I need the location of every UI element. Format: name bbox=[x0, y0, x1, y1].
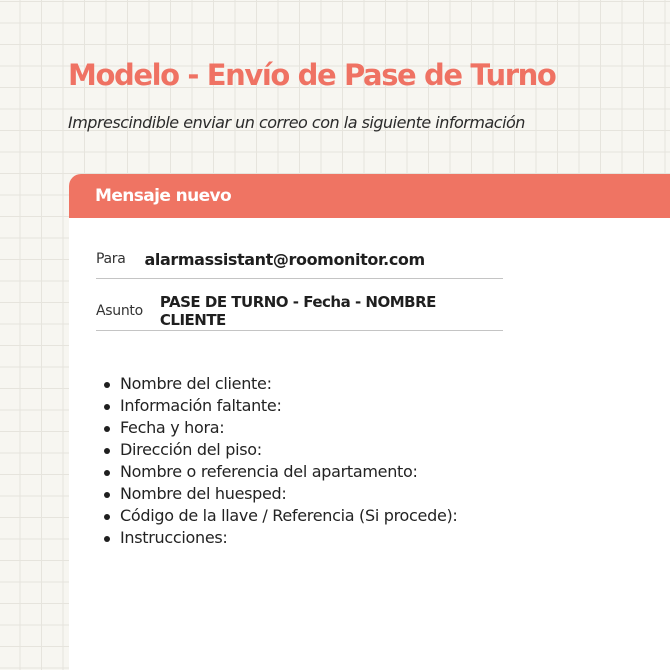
list-item bbox=[120, 461, 458, 483]
message-window-header bbox=[69, 174, 670, 218]
page-subtitle: Imprescindible enviar un correo con la siguiente información bbox=[68, 113, 525, 132]
new-message-window bbox=[69, 174, 670, 670]
list-item-text: Nombre o referencia del apartamento: bbox=[120, 462, 418, 481]
list-item-text: Fecha y hora: bbox=[120, 418, 225, 437]
message-window-title: Mensaje nuevo bbox=[95, 186, 232, 206]
bullet-icon bbox=[104, 382, 110, 388]
subject-field[interactable] bbox=[96, 292, 503, 331]
list-item bbox=[120, 395, 458, 417]
bullet-icon bbox=[104, 514, 110, 520]
list-item-text: Nombre del cliente: bbox=[120, 374, 272, 393]
bullet-icon bbox=[104, 426, 110, 432]
page-title: Modelo - Envío de Pase de Turno bbox=[68, 58, 556, 92]
list-item bbox=[120, 483, 458, 505]
list-item-text: Dirección del piso: bbox=[120, 440, 262, 459]
to-field[interactable] bbox=[96, 240, 503, 279]
bullet-icon bbox=[104, 492, 110, 498]
list-item bbox=[120, 439, 458, 461]
list-item bbox=[120, 373, 458, 395]
bullet-icon bbox=[104, 536, 110, 542]
to-label: Para bbox=[96, 251, 126, 267]
list-item-text: Información faltante: bbox=[120, 396, 282, 415]
bullet-icon bbox=[104, 470, 110, 476]
list-item-text: Instrucciones: bbox=[120, 528, 228, 547]
list-item bbox=[120, 417, 458, 439]
bullet-icon bbox=[104, 404, 110, 410]
list-item bbox=[120, 527, 458, 549]
list-item-text: Nombre del huesped: bbox=[120, 484, 287, 503]
subject-value[interactable]: PASE DE TURNO - Fecha - NOMBRE CLIENTE bbox=[159, 293, 436, 329]
list-item bbox=[120, 505, 458, 527]
subject-label: Asunto bbox=[96, 303, 143, 319]
bullet-icon bbox=[104, 448, 110, 454]
list-item-text: Código de la llave / Referencia (Si procede): bbox=[120, 506, 458, 525]
to-value[interactable]: alarmassistant@roomonitor.com bbox=[144, 249, 425, 269]
message-body-list bbox=[120, 373, 458, 549]
